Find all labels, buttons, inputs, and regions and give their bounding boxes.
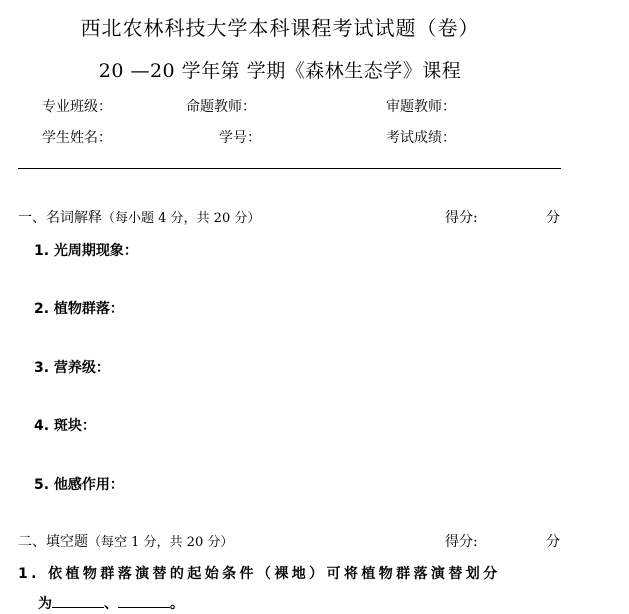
section-1-heading <box>18 207 260 227</box>
section-2-score-unit: 分 <box>546 534 560 550</box>
section-1-label: 一、名词解释 <box>18 210 102 226</box>
question-2-1-end: 。 <box>170 596 184 612</box>
section-2-note: （每空 1 分，共 20 分） <box>88 535 234 550</box>
question-1-4: 4. 斑块： <box>34 418 96 434</box>
question-2-1-line1: 1. 依植物群落演替的起始条件（裸地）可将植物群落演替划分 <box>18 566 501 582</box>
question-2-1-line2 <box>38 593 184 613</box>
question-2-1-separator: 、 <box>104 596 118 612</box>
section-2-heading <box>18 531 233 551</box>
student-name-label: 学生姓名： <box>42 130 112 146</box>
section-1-score-label: 得分: <box>445 210 478 226</box>
reviewer-label: 审题教师： <box>386 99 456 115</box>
section-1-note: （每小题 4 分，共 20 分） <box>102 211 261 226</box>
major-class-label: 专业班级： <box>42 99 112 115</box>
exam-title: 西北农林科技大学本科课程考试试题（卷） <box>80 16 480 40</box>
exam-score-label: 考试成绩： <box>386 130 456 146</box>
answer-blank-1[interactable] <box>52 593 104 608</box>
student-id-label: 学号： <box>219 130 261 146</box>
question-1-5: 5. 他感作用： <box>34 477 124 493</box>
header-divider <box>18 168 561 169</box>
question-2-1-prefix: 为 <box>38 596 52 612</box>
answer-blank-2[interactable] <box>118 593 170 608</box>
section-1-score-unit: 分 <box>546 210 560 226</box>
section-2-score-label: 得分: <box>445 534 478 550</box>
setter-label: 命题教师： <box>186 99 256 115</box>
exam-subtitle: 20 —20 学年第 学期《森林生态学》课程 <box>98 60 462 82</box>
question-1-1: 1. 光周期现象： <box>34 243 138 259</box>
question-1-3: 3. 营养级： <box>34 360 110 376</box>
section-2-label: 二、填空题 <box>18 534 88 550</box>
question-1-2: 2. 植物群落： <box>34 301 124 317</box>
